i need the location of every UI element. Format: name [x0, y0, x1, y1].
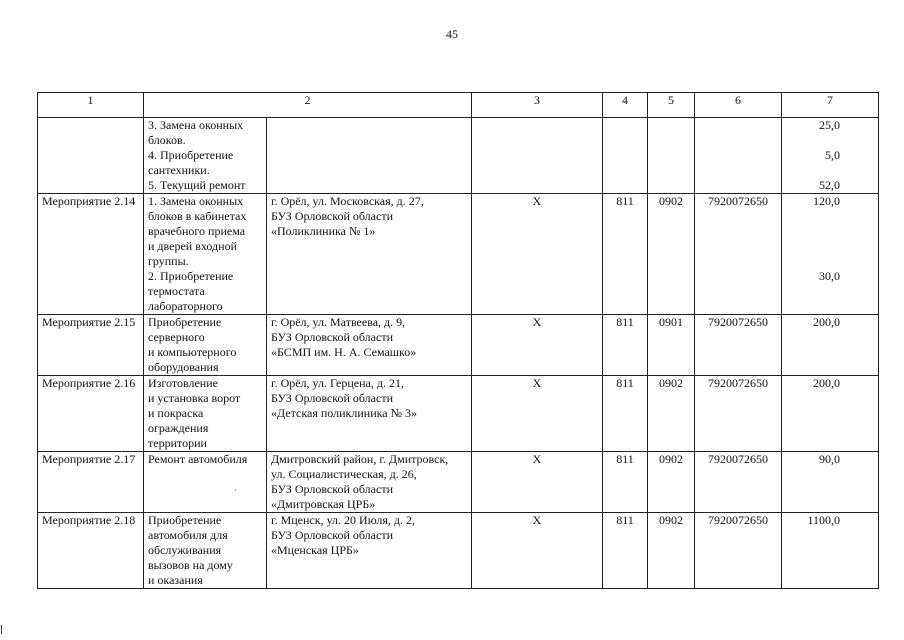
work-line: и дверей входной — [148, 239, 238, 253]
amount-value: 52,0 — [819, 178, 840, 192]
table-row — [38, 376, 879, 452]
col4-cell — [603, 118, 648, 194]
amount-value — [786, 224, 840, 239]
address-line: ул. Социалистическая, д. 26, — [271, 467, 417, 481]
work-line: и оказания — [148, 573, 203, 587]
measure-cell — [38, 118, 144, 194]
amount-value: 200,0 — [813, 376, 840, 390]
col3-cell — [472, 118, 603, 194]
work-line: и установка ворот — [148, 391, 241, 405]
address-line: БУЗ Орловской области — [271, 330, 393, 344]
amount-value — [786, 163, 840, 178]
address-line: г. Мценск, ул. 20 Июля, д. 2, — [271, 513, 415, 527]
amount-value: 1100,0 — [807, 513, 840, 527]
address-line: г. Орёл, ул. Матвеева, д. 9, — [271, 315, 406, 329]
header-cell-1: 1 — [38, 93, 144, 118]
header-cell-4: 4 — [603, 93, 648, 118]
measure-cell — [38, 452, 144, 513]
address-line: г. Орёл, ул. Герцена, д. 21, — [271, 376, 404, 390]
header-row — [38, 93, 879, 118]
col4-cell: 811 — [603, 315, 648, 376]
amount-cell — [782, 194, 879, 315]
address-cell — [267, 376, 472, 452]
work-description-cell — [144, 315, 267, 376]
work-description-cell — [144, 452, 267, 513]
work-line: термостата — [148, 284, 205, 298]
col3-cell: Х — [472, 194, 603, 315]
col6-cell — [695, 118, 782, 194]
work-description-cell — [144, 513, 267, 589]
col6-cell: 7920072650 — [695, 194, 782, 315]
page-number: 45 — [446, 27, 458, 41]
address-line: «Детская поликлиника № 3» — [271, 406, 418, 420]
work-line: группы. — [148, 254, 189, 268]
address-line: «Дмитровская ЦРБ» — [271, 497, 376, 511]
budget-table — [37, 92, 879, 589]
work-line: территории — [148, 436, 207, 450]
measure-label: Мероприятие 2.15 — [42, 315, 136, 329]
header-cell-2: 2 — [144, 93, 472, 118]
measure-cell — [38, 513, 144, 589]
col5-cell: 0902 — [648, 194, 695, 315]
header-cell-7: 7 — [782, 93, 879, 118]
measure-label: Мероприятие 2.17 — [42, 452, 136, 466]
table-row — [38, 315, 879, 376]
amount-value — [786, 254, 840, 269]
work-line: Ремонт автомобиля — [148, 452, 248, 466]
amount-value: 200,0 — [813, 315, 840, 329]
amount-cell — [782, 452, 879, 513]
col6-cell: 7920072650 — [695, 376, 782, 452]
amount-value — [786, 209, 840, 224]
col5-cell: 0901 — [648, 315, 695, 376]
work-line: блоков. — [148, 133, 186, 147]
work-line: врачебного приема — [148, 224, 246, 238]
amount-cell — [782, 315, 879, 376]
col6-cell: 7920072650 — [695, 452, 782, 513]
work-line: 4. Приобретение — [148, 148, 234, 162]
header-cell-6: 6 — [695, 93, 782, 118]
address-line: «Поликлиника № 1» — [271, 224, 376, 238]
work-line: вызовов на дому — [148, 558, 233, 572]
col4-cell: 811 — [603, 513, 648, 589]
table-row — [38, 452, 879, 513]
work-line: ограждения — [148, 421, 209, 435]
amount-value: 90,0 — [819, 452, 840, 466]
measure-label: Мероприятие 2.16 — [42, 376, 136, 390]
work-line: 3. Замена оконных — [148, 118, 244, 132]
address-line: «БСМП им. Н. А. Семашко» — [271, 345, 417, 359]
work-line: и компьютерного — [148, 345, 237, 359]
col5-cell: 0902 — [648, 376, 695, 452]
work-line: сантехники. — [148, 163, 210, 177]
col4-cell: 811 — [603, 452, 648, 513]
col3-cell: Х — [472, 513, 603, 589]
work-description-cell — [144, 194, 267, 315]
stray-pen-mark: ˊ — [234, 488, 237, 498]
work-line: серверного — [148, 330, 205, 344]
work-line: оборудования — [148, 360, 219, 374]
work-line: Приобретение — [148, 315, 222, 329]
table-row — [38, 194, 879, 315]
address-cell — [267, 194, 472, 315]
col4-cell: 811 — [603, 194, 648, 315]
address-cell — [267, 513, 472, 589]
col6-cell: 7920072650 — [695, 513, 782, 589]
work-line: лабораторного — [148, 299, 223, 313]
work-line: обслуживания — [148, 543, 222, 557]
col4-cell: 811 — [603, 376, 648, 452]
measure-cell — [38, 376, 144, 452]
amount-value — [786, 239, 840, 254]
address-line: БУЗ Орловской области — [271, 482, 393, 496]
address-cell — [267, 452, 472, 513]
col5-cell — [648, 118, 695, 194]
amount-cell — [782, 376, 879, 452]
work-line: блоков в кабинетах — [148, 209, 247, 223]
address-line: БУЗ Орловской области — [271, 528, 393, 542]
work-line: и покраска — [148, 406, 204, 420]
amount-value: 30,0 — [819, 269, 840, 283]
table-row — [38, 118, 879, 194]
amount-value: 120,0 — [813, 194, 840, 208]
amount-value: 25,0 — [819, 118, 840, 132]
work-line: 2. Приобретение — [148, 269, 234, 283]
table-row — [38, 513, 879, 589]
address-line: БУЗ Орловской области — [271, 209, 393, 223]
work-line: Приобретение — [148, 513, 222, 527]
work-description-cell — [144, 118, 267, 194]
col3-cell: Х — [472, 452, 603, 513]
work-line: 1. Замена оконных — [148, 194, 244, 208]
col5-cell: 0902 — [648, 513, 695, 589]
col3-cell: Х — [472, 315, 603, 376]
address-cell — [267, 315, 472, 376]
measure-label: Мероприятие 2.18 — [42, 513, 136, 527]
header-cell-3: 3 — [472, 93, 603, 118]
work-description-cell — [144, 376, 267, 452]
amount-value — [786, 133, 840, 148]
address-line: Дмитровский район, г. Дмитровск, — [271, 452, 449, 466]
work-line: автомобиля для — [148, 528, 228, 542]
measure-cell — [38, 194, 144, 315]
address-cell — [267, 118, 472, 194]
header-cell-5: 5 — [648, 93, 695, 118]
col6-cell: 7920072650 — [695, 315, 782, 376]
measure-cell — [38, 315, 144, 376]
amount-cell — [782, 513, 879, 589]
scan-edge-mark — [1, 625, 2, 634]
measure-label: Мероприятие 2.14 — [42, 194, 136, 208]
col5-cell: 0902 — [648, 452, 695, 513]
col3-cell: Х — [472, 376, 603, 452]
work-line: Изготовление — [148, 376, 218, 390]
address-line: г. Орёл, ул. Московская, д. 27, — [271, 194, 424, 208]
address-line: БУЗ Орловской области — [271, 391, 393, 405]
work-line: 5. Текущий ремонт — [148, 178, 246, 192]
amount-cell — [782, 118, 879, 194]
address-line: «Мценская ЦРБ» — [271, 543, 359, 557]
amount-value: 5,0 — [825, 148, 840, 162]
